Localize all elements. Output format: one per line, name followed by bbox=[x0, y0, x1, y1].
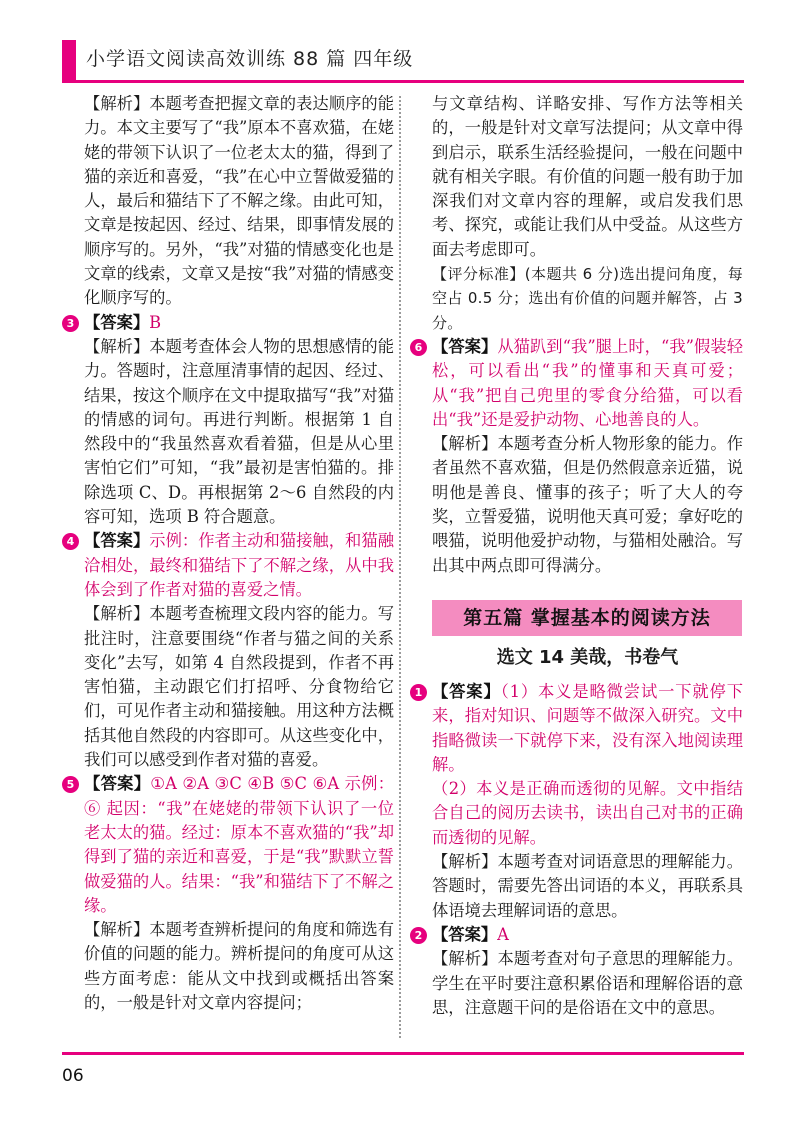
question-number-badge: 3 bbox=[62, 315, 79, 332]
analysis-q6: 【解析】本题考查分析人物形象的能力。作者虽然不喜欢猫，但是仍然假意亲近猫，说明他是善良、懂事的孩子；听了大人的夸奖，立誓爱猫，说明他天真可爱；拿好吃的喂猫，说明他爱护动物，与猫相处融洽。写出其中两点即可得满分。 bbox=[432, 434, 743, 575]
article-title: 选文 14 美哉，书卷气 bbox=[496, 646, 679, 668]
analysis-q5-continued: 与文章结构、详略安排、写作方法等相关的，一般是针对文章写法提问；从文章中得到启示，联系生活经验提问，一般在问题中就有相关字眼。有价值的问题一般有助于加深我们对文章内容的理解，或启发我们思考、探究，或能让我们从中受益。从这些方面去考虑即可。 bbox=[432, 94, 743, 259]
answer-tag: 【答案】 bbox=[432, 681, 501, 701]
question-number-badge: 6 bbox=[410, 339, 427, 356]
question-number-badge: 2 bbox=[410, 927, 427, 944]
question-number-badge: 4 bbox=[62, 533, 79, 550]
page-number: 06 bbox=[62, 1066, 84, 1086]
answer-q6 bbox=[410, 335, 743, 432]
answer-tag: 【答案】 bbox=[432, 924, 498, 944]
answer-text: B bbox=[149, 312, 162, 332]
answer-q4 bbox=[62, 529, 394, 602]
answer-text: （1）本义是略微尝试一下就停下来，指对知识、问题等不做深入研究。文中指略微读一下就停下来，没有深入地阅读理解。 bbox=[432, 681, 743, 774]
analysis-q2: 【解析】本题考查把握文章的表达顺序的能力。本文主要写了“我”原本不喜欢猫，在姥姥的带领下认识了一位老太太的猫，得到了猫的亲近和喜爱，“我”在心中立誓做爱猫的人，最后和猫结下了不解之缘。由此可知，文章是按起因、经过、结果，即事情发展的顺序写的。另外，“我”对猫的情感变化也是文章的线索，文章又是按“我”对猫的情感变化顺序写的。 bbox=[84, 94, 394, 308]
analysis-q4: 【解析】本题考查梳理文段内容的能力。写批注时，注意要围绕“作者与猫之间的关系变化”去写，如第 4 自然段提到，作者不再害怕猫，主动跟它们打招呼、分食物给它们，可见作者主动和猫接触。用这种方法概括其他自然段的内容即可。从这些变化中，我们可以感受到作者对猫的喜爱。 bbox=[84, 604, 394, 770]
header-rule bbox=[62, 80, 744, 83]
question-number-badge: 5 bbox=[62, 776, 79, 793]
answer-text: 示例：作者主动和猫接触，和猫融洽相处，最终和猫结下了不解之缘，从中我体会到了作者对猫的喜爱之情。 bbox=[84, 531, 394, 599]
left-column bbox=[62, 92, 394, 1015]
answer-q5 bbox=[62, 772, 394, 918]
header-accent-block bbox=[62, 40, 76, 80]
right-column bbox=[410, 92, 743, 1020]
scoring-standard: 【评分标准】(本题共 6 分)选出提问角度，每空占 0.5 分；选出有价值的问题并解答，占 3 分。 bbox=[432, 265, 743, 332]
answer-tag: 【答案】 bbox=[84, 312, 150, 332]
answer-text: 从猫趴到“我”腿上时，“我”假装轻松，可以看出“我”的懂事和天真可爱；从“我”把自己兜里的零食分给猫，可以看出“我”还是爱护动物、心地善良的人。 bbox=[432, 336, 743, 429]
answer-text: A bbox=[497, 924, 509, 944]
answer-q3 bbox=[62, 311, 394, 335]
column-divider bbox=[399, 96, 401, 1038]
answer-tag: 【答案】 bbox=[84, 774, 151, 794]
answer-s2 bbox=[410, 923, 743, 947]
footer-rule bbox=[62, 1052, 744, 1055]
analysis-s2: 【解析】本题考查对句子意思的理解能力。学生在平时要注意积累俗语和理解俗语的意思，注意题干问的是俗语在文中的意思。 bbox=[432, 949, 743, 1017]
answer-tag: 【答案】 bbox=[84, 531, 150, 551]
analysis-q5: 【解析】本题考查辨析提问的角度和筛选有价值的问题的能力。辨析提问的角度可从这些方面考虑：能从文中找到或概括出答案的，一般是针对文章内容提问； bbox=[84, 920, 394, 1012]
analysis-q3: 【解析】本题考查体会人物的思想感情的能力。答题时，注意厘清事情的起因、经过、结果，按这个顺序在文中提取描写“我”对猫的情感的词句。再进行判断。根据第 1 自然段中的“我虽然喜欢看着猫，但是从心里害怕它们”可知，“我”最初是害怕猫的。排除选项 C、D。再根据第 2～6 自然段的内容可知，选项 B 符合题意。 bbox=[84, 336, 394, 527]
answer-s1 bbox=[410, 680, 743, 777]
answer-text: ①A ②A ③C ④B ⑤C ⑥A 示例：⑥ 起因：“我”在姥姥的带领下认识了一位老太太的猫。经过：原本不喜欢猫的“我”却得到了猫的亲近和喜爱，于是“我”默默立誓做爱猫的人。结果：“我”和猫结下了不解之缘。 bbox=[84, 774, 394, 915]
answer-tag: 【答案】 bbox=[432, 336, 498, 356]
page-header bbox=[62, 38, 744, 82]
question-number-badge: 1 bbox=[410, 684, 427, 701]
section-banner: 第五篇 掌握基本的阅读方法 bbox=[432, 600, 742, 636]
analysis-s1: 【解析】本题考查对词语意思的理解能力。答题时，需要先答出词语的本义，再联系具体语境去理解词语的意思。 bbox=[432, 852, 743, 920]
book-title: 小学语文阅读高效训练 88 篇 四年级 bbox=[86, 48, 414, 70]
answer-s1-part2: （2）本义是正确而透彻的见解。文中指结合自己的阅历去读书，读出自己对书的正确而透彻的见解。 bbox=[432, 779, 743, 847]
